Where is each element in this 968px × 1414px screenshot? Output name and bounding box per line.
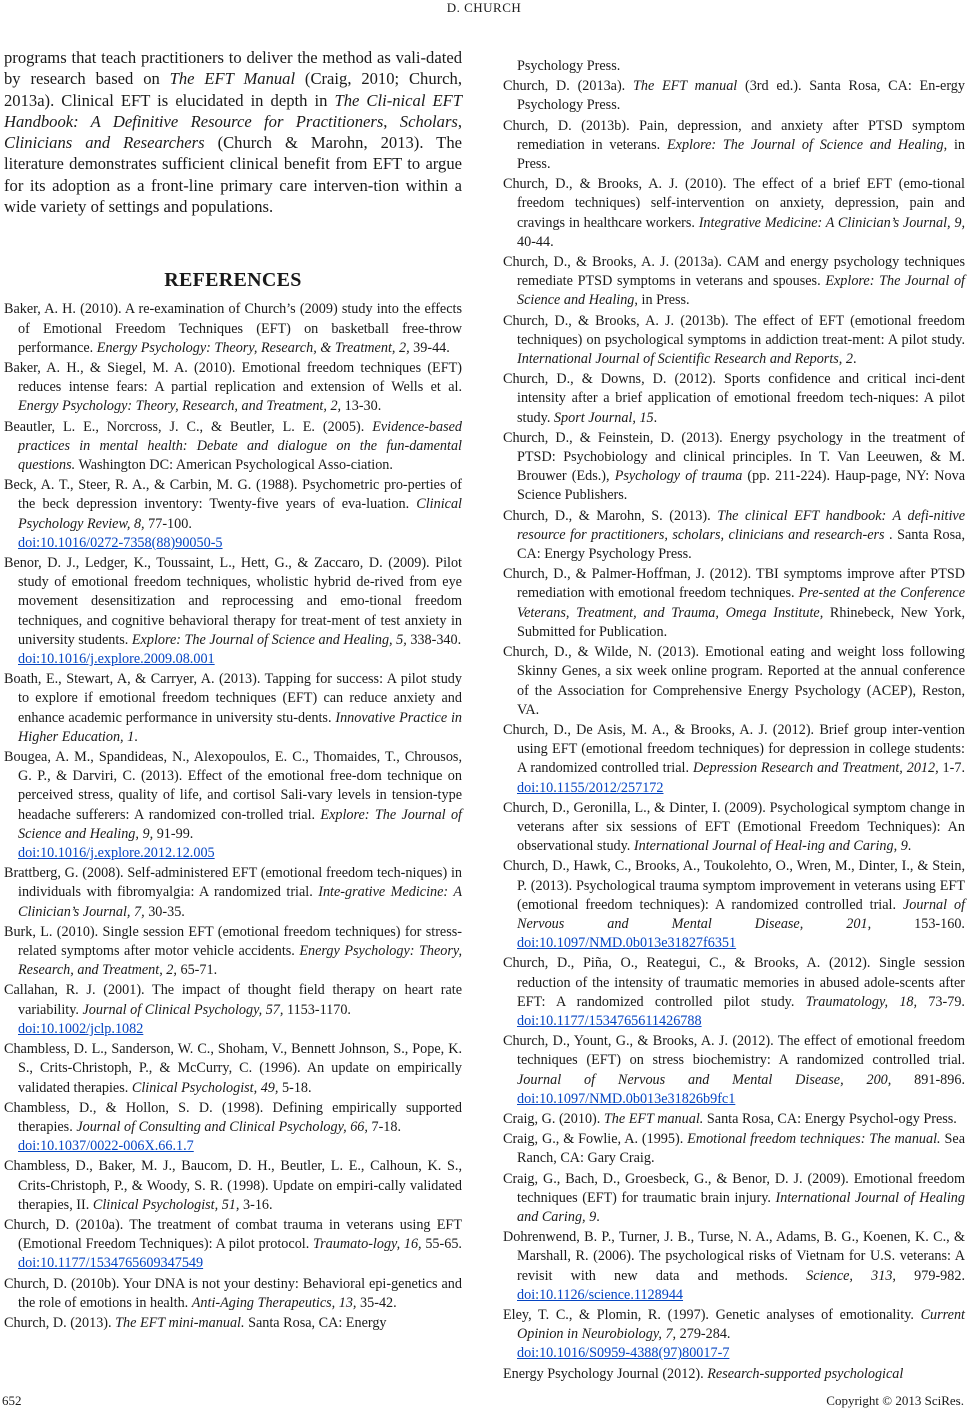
reference-source: Traumato-logy, 16, [313, 1236, 422, 1253]
reference-source: Explore: The Journal of Science and Healing [517, 273, 966, 309]
reference-text: Energy Psychology Journal (2012). [503, 1365, 708, 1382]
reference-entry [503, 721, 965, 798]
reference-text: Callahan, R. J. (2001). The impact of thought field therapy on heart rate variability. [4, 982, 462, 1018]
doi-link[interactable]: doi:10.1002/jclp.1082 [18, 1020, 144, 1037]
reference-entry [4, 1314, 462, 1333]
reference-source: Energy Psychology: Theory, Research, & Treatment, 2, [96, 339, 410, 356]
reference-text: (pp. 211-224). Haup-page, NY: Nova Science Publishers. [517, 468, 966, 504]
reference-entry [4, 864, 462, 922]
reference-entry [4, 554, 462, 669]
reference-text: Craig, G., & Fowlie, A. (1995). [503, 1131, 688, 1148]
reference-source: The EFT manual. [603, 1110, 704, 1127]
reference-entry [4, 418, 462, 476]
reference-text: 73-79. [917, 993, 965, 1010]
reference-text: Church, D. (2013a). [503, 78, 633, 95]
reference-text: Beck, A. T., Steer, R. A., & Carbin, M. G. (1988). Psychometric pro-perties of the beck depression inventory: Twenty-five years of eva-luation. [4, 477, 462, 513]
reference-text: Church, D., Piña, O., Reategui, C., & Brooks, A. (2012). Single session reduction of the intensity of traumatic memories in abused adole-scents after EFT: A randomized controlled pilot study. [503, 955, 965, 1010]
reference-text: 279-284. [676, 1326, 731, 1343]
reference-source: Depression Research and Treatment, 2012, [692, 760, 939, 777]
reference-entry [503, 507, 965, 565]
reference-text: 91-99. [153, 825, 194, 842]
reference-list-left [4, 300, 462, 1333]
reference-text: 891-896. [891, 1071, 965, 1088]
reference-source: Clinical Psychology Review, 8, [18, 496, 462, 532]
reference-text: Benor, D. J., Ledger, K., Toussaint, L., Hett, G., & Zaccaro, D. (2009). Pilot study of emotional freedom techniques, wholistic hybrid de-rived from eye movement desensitization and reprocessing and emo-tional freedom techniques, and cognitive behavioral therapy for treat-ment of test anxiety in university students. [4, 555, 462, 648]
doi-link[interactable]: doi:10.1177/1534765609347549 [18, 1255, 204, 1272]
reference-entry [503, 1228, 965, 1305]
reference-text: Chambless, D., & Hollon, S. D. (1998). Defining empirically supported therapies. [4, 1099, 462, 1135]
reference-entry [4, 359, 462, 417]
reference-entry [4, 670, 462, 747]
reference-text: Church, D., & Palmer-Hoffman, J. (2012). TBI symptoms improve after PTSD remediation with emotional freedom techniques. [503, 566, 965, 602]
reference-source: Pre-sented at the Conference Veterans, Treatment, and Trauma, Omega Institute, [517, 585, 965, 621]
reference-text: Church, D., & Brooks, A. J. (2013a). CAM and energy psychology techniques remediate PTSD symptoms in veterans and spouses. [503, 254, 965, 290]
reference-text: Church, D. (2010b). Your DNA is not your destiny: Behavioral epi-genetics and the role of emotions in health. [4, 1275, 462, 1311]
reference-text: Church, D., & Downs, D. (2012). Sports confidence and critical inci-dent intensity after a brief application of emotional freedom tech-niques: A pilot study. [503, 371, 965, 426]
reference-source: Energy Psychology: Theory, Research, and Treatment, 2, [18, 943, 462, 979]
reference-text: . [596, 1208, 600, 1225]
reference-text: 1-7. [938, 760, 966, 777]
reference-source: Journal of Clinical Psychology, 57, [82, 1001, 284, 1018]
reference-text: Chambless, D. L., Sanderson, W. C., Shoham, V., Bennett Johnson, S., Pope, K. S., Crits-Christoph, P., & McCurry, C. (1996). An update on empirically validated therapies. [4, 1041, 462, 1096]
doi-link[interactable]: doi:10.1097/NMD.0b013e31826b9fc1 [517, 1090, 736, 1107]
reference-text: Church, D., & Brooks, A. J. (2013b). The effect of EFT (emotional freedom techniques) on psychological symptoms in addiction treat-ment: A pilot study. [503, 312, 965, 348]
reference-text: 40-44. [517, 233, 554, 250]
reference-source: The EFT manual [632, 78, 738, 95]
reference-text: Burk, L. (2010). Single session EFT (emotional freedom techniques) for stress-related symptoms after motor vehicle accidents. [4, 923, 462, 960]
reference-text: Washington DC: American Psychological Asso-ciation. [75, 457, 393, 473]
reference-text: Church, D., De Asis, M. A., & Brooks, A. J. (2012). Brief group inter-vention using EFT (emotional freedom techniques) for depression in college students: A randomized controlled trial. [503, 721, 965, 777]
reference-text: Santa Rosa, CA: Energy [244, 1314, 387, 1331]
reference-source: Inte-grative Medicine: A Clinician’s Journal, 7, [18, 884, 462, 920]
reference-entry [503, 565, 965, 642]
reference-entry [4, 1099, 462, 1157]
reference-entry [503, 1130, 965, 1168]
reference-text: 65-71. [176, 962, 218, 979]
reference-source: Science, 313, [806, 1267, 896, 1284]
doi-link[interactable]: doi:10.1126/science.1128944 [517, 1286, 684, 1303]
reference-text: Church, D., & Brooks, A. J. (2010). The effect of a brief EFT (emo-tional freedom techniques) self-intervention on anxiety, depression, pain and cravings in healthcare workers. [503, 176, 965, 231]
reference-text: . [907, 838, 912, 855]
reference-entry [4, 476, 462, 553]
reference-text: , in Press. [517, 136, 965, 173]
reference-entry [503, 1032, 965, 1109]
copyright-notice: Copyright © 2013 SciRes. [826, 1393, 964, 1408]
reference-text: , in Press. [634, 292, 690, 309]
reference-entry [4, 300, 462, 358]
reference-text: Church, D., & Feinstein, D. (2013). Energy psychology in the treatment of PTSD: Psychobiology and clinical principles. In T. Van Leeuwen, & M. Brouwer (Eds.), [503, 429, 965, 485]
reference-entry [503, 954, 965, 1031]
reference-entry [503, 1110, 965, 1129]
reference-text: 77-100. [144, 515, 192, 532]
doi-link[interactable]: doi:10.1097/NMD.0b013e31827f6351 [517, 935, 737, 952]
running-head: D. CHURCH [446, 0, 522, 15]
reference-source: Sport Journal, 15 [553, 409, 654, 426]
reference-text: . [852, 351, 857, 368]
reference-source: Anti-Aging Therapeutics, 13, [191, 1294, 357, 1311]
reference-entry [4, 1040, 462, 1098]
reference-entry [4, 748, 462, 863]
reference-text: 3-16. [239, 1196, 273, 1213]
reference-text: Bougea, A. M., Spandideas, N., Alexopoulos, E. C., Thomaides, T., Chrousos, G. P., & Darviri, C. (2013). Effect of the emotional free-dom technique on perceived stress, quality of life, and cortisol Sali-vary levels in tension-type headache sufferers: A randomized con-trolled trial. [4, 749, 462, 823]
reference-text: 979-982. [895, 1267, 965, 1284]
reference-entry [503, 643, 965, 720]
reference-source: Journal of Nervous and Mental Disease, 200, [517, 1071, 892, 1088]
intro-text: (Church & Marohn, 2013). The literature demonstrates sufficient clinical benefit from EFT to argue for its adoption as a front-line primary care interven-tion within a wide variety of settings and populations. [4, 133, 462, 217]
reference-text: . [653, 409, 658, 426]
reference-source: Integrative Medicine: A Clinician’s Journal, 9, [698, 214, 965, 231]
reference-text: 7-18. [367, 1118, 402, 1135]
reference-source: Current Opinion in Neurobiology, 7, [517, 1307, 965, 1343]
intro-text: , [457, 111, 463, 131]
reference-text: Church, D. (2013b). Pain, depression, and anxiety after PTSD symptom remediation in veterans. [503, 117, 965, 153]
reference-entry [503, 857, 965, 953]
reference-source: International Journal of Scientific Research and Reports, 2 [517, 351, 853, 368]
reference-entry [503, 1306, 965, 1364]
reference-entry [503, 312, 965, 370]
reference-source: The EFT mini-manual. [115, 1314, 245, 1331]
reference-source: Evidence-based practices in mental health: Debate and dialogue on the fun-damental questions. [18, 418, 462, 473]
reference-text: Church, D. (2010a). The treatment of combat trauma in veterans using EFT (Emotional Freedom Techniques): A pilot protocol. [4, 1216, 462, 1253]
reference-source: Innovative Practice in Higher Education, 1 [18, 709, 463, 745]
reference-entry [503, 253, 965, 311]
reference-text: Church, D. (2013). [4, 1314, 116, 1331]
reference-text: (3rd ed.). Santa Rosa, CA: En-ergy Psychology Press. [517, 78, 965, 114]
reference-text: Beautler, L. E., Norcross, J. C., & Beutler, L. E. (2005). [4, 418, 373, 435]
reference-text: Rhinebeck, New York, Submitted for Publication. [517, 604, 966, 640]
reference-source: Clinical Psychologist, 51, [92, 1196, 240, 1213]
intro-title: Scholars [399, 111, 458, 131]
intro-title: Clinicians and Researchers [4, 133, 205, 153]
reference-text: Baker, A. H. (2010). A re-examination of Church’s (2009) study into the effects of Emotional Freedom Techniques (EFT) on basketball free-throw performance. [4, 301, 462, 356]
reference-text: 13-30. [341, 398, 382, 415]
reference-text: 30-35. [144, 903, 185, 920]
reference-text: . Santa Rosa, CA: Energy Psychology Press. [517, 526, 965, 563]
reference-entry [4, 981, 462, 1039]
reference-text: Eley, T. C., & Plomin, R. (1997). Genetic analyses of emotionality. [503, 1307, 921, 1323]
reference-entry [503, 429, 965, 506]
reference-text: 338-340. [406, 631, 462, 648]
reference-entry [503, 175, 965, 252]
doi-link[interactable]: doi:10.1016/0272-7358(88)90050-5 [18, 534, 223, 551]
reference-entry [4, 1157, 462, 1215]
reference-text: Sea Ranch, CA: Gary Craig. [517, 1131, 965, 1167]
doi-link[interactable]: doi:10.1016/j.explore.2009.08.001 [18, 651, 215, 668]
left-column [4, 47, 462, 1334]
doi-link[interactable]: doi:10.1016/S0959-4388(97)80017-7 [517, 1345, 730, 1362]
reference-source: Journal of Nervous and Mental Disease, 201, [517, 896, 966, 932]
reference-text: Dohrenwend, B. P., Turner, J. B., Turse, N. A., Adams, B. G., Koenen, K. C., & Marshall, R. (2006). The psychological risks of Vietnam for U.S. veterans: A revisit with new data and methods. [503, 1229, 965, 1284]
reference-entry [503, 77, 965, 115]
intro-paragraph [4, 47, 462, 217]
doi-link[interactable]: doi:10.1177/1534765611426788 [517, 1012, 702, 1029]
reference-source: Traumatology, 18, [805, 993, 918, 1010]
reference-source: Journal of Consulting and Clinical Psychology, 66, [76, 1118, 368, 1135]
intro-text: , [383, 111, 400, 131]
reference-text: Church, D., Geronilla, L., & Dinter, I. (2009). Psychological symptom change in veterans after six sessions of EFT (Emotional Freedom Techniques): An observational study. [503, 799, 965, 855]
reference-entry [503, 370, 965, 428]
reference-text: 5-18. [278, 1079, 312, 1096]
reference-text: Craig, G. (2010). [503, 1110, 604, 1127]
reference-source: Energy Psychology: Theory, Research, and Treatment, 2, [18, 398, 342, 415]
reference-source: International Journal of Healing and Caring, 9 [517, 1189, 965, 1225]
reference-text: 1153-1170. [283, 1001, 351, 1018]
intro-text: (Craig, 2010; Church, 2013a). Clinical EFT is elucidated in depth in [4, 69, 462, 110]
reference-text: Baker, A. H., & Siegel, M. A. (2010). Emotional freedom techniques (EFT) reduces intense fears: A partial replication and extension of Wells et al. [4, 359, 462, 396]
reference-text: Church, D., & Wilde, N. (2013). Emotional eating and weight loss following Skinny Genes, a six week online program. Reported at the annual conference of the Association for Comprehensive Energy Psychology (ACEP), Reston, VA. [503, 644, 965, 718]
reference-source: Clinical Psychologist, 49, [131, 1079, 279, 1096]
reference-entry [503, 1170, 965, 1228]
reference-text: Psychology Press. [517, 58, 621, 74]
reference-text: . [134, 728, 138, 745]
reference-entry [4, 1275, 462, 1313]
reference-text: Chambless, D., Baker, M. J., Baucom, D. H., Beutler, L. E., Calhoun, K. S., Crits-Christoph, P., & Woody, S. R. (1998). Update on empiri-cally validated therapies, II. [4, 1158, 462, 1213]
reference-text: 153-160. [871, 915, 965, 932]
reference-entry [4, 1216, 462, 1274]
reference-entry [503, 57, 965, 76]
reference-source: Emotional freedom techniques: The manual. [687, 1131, 941, 1148]
intro-title: The EFT Manual [169, 69, 296, 89]
reference-text: 55-65. [421, 1236, 462, 1253]
reference-text: Brattberg, G. (2008). Self-administered EFT (emotional freedom tech-niques) in individuals with fibromyalgia: A randomized trial. [4, 865, 462, 901]
reference-text: 39-44. [409, 339, 450, 356]
reference-entry [503, 799, 965, 857]
reference-entry [4, 923, 462, 981]
reference-source: Explore: The Journal of Science and Healing, 5, [131, 631, 407, 648]
doi-link[interactable]: doi:10.1016/j.explore.2012.12.005 [18, 845, 215, 862]
reference-text: Church, D., & Marohn, S. (2013). [503, 507, 718, 524]
intro-title: The Cli-nical EFT Handbook: A Definitive Resource for Practitioners [4, 90, 462, 131]
reference-source: International Journal of Heal-ing and Caring, 9 [633, 838, 908, 855]
reference-source: Research-supported psychological [707, 1365, 904, 1382]
reference-text: Church, D., Hawk, C., Brooks, A., Toukolehto, O., Wren, M., Dinter, I., & Stein, P. (2013). Psychological trauma symptom improvement in veterans using EFT (emotional freedom techniques): A randomized controlled trial. [503, 858, 965, 913]
intro-text: programs that teach practitioners to deliver the method as vali-dated by research based on [4, 48, 462, 89]
doi-link[interactable]: doi:10.1037/0022-006X.66.1.7 [18, 1138, 194, 1155]
reference-list-right [503, 57, 965, 1384]
reference-source: Psychology of trauma [614, 468, 743, 485]
right-column [503, 57, 965, 1385]
page-number: 652 [2, 1393, 22, 1408]
references-heading: REFERENCES [164, 269, 302, 292]
reference-text: Santa Rosa, CA: Energy Psychol-ogy Press. [703, 1110, 957, 1127]
reference-text: Boath, E., Stewart, A, & Carryer, A. (2013). Tapping for success: A pilot study to explore if emotional freedom techniques (EFT) can reduce anxiety and enhance academic performance in university stu-dents. [4, 671, 462, 726]
reference-text: 35-42. [356, 1294, 397, 1311]
reference-text: Church, D., Yount, G., & Brooks, A. J. (2012). The effect of emotional freedom techniques (EFT) on stress biochemistry: A randomized controlled trial. [503, 1033, 965, 1069]
reference-source: Explore: The Journal of Science and Healing, 9, [18, 806, 462, 842]
reference-entry [503, 117, 965, 175]
reference-text: Craig, G., Bach, D., Groesbeck, G., & Benor, D. J. (2009). Emotional freedom techniques (EFT) for traumatic brain injury. [503, 1170, 965, 1206]
reference-source: Explore: The Journal of Science and Healing [666, 136, 944, 153]
doi-link[interactable]: doi:10.1155/2012/257172 [517, 779, 664, 796]
reference-source: The clinical EFT handbook: A defi-nitive resource for practitioners, scholars, clinicians and research-ers [517, 507, 966, 543]
reference-entry [503, 1365, 965, 1384]
